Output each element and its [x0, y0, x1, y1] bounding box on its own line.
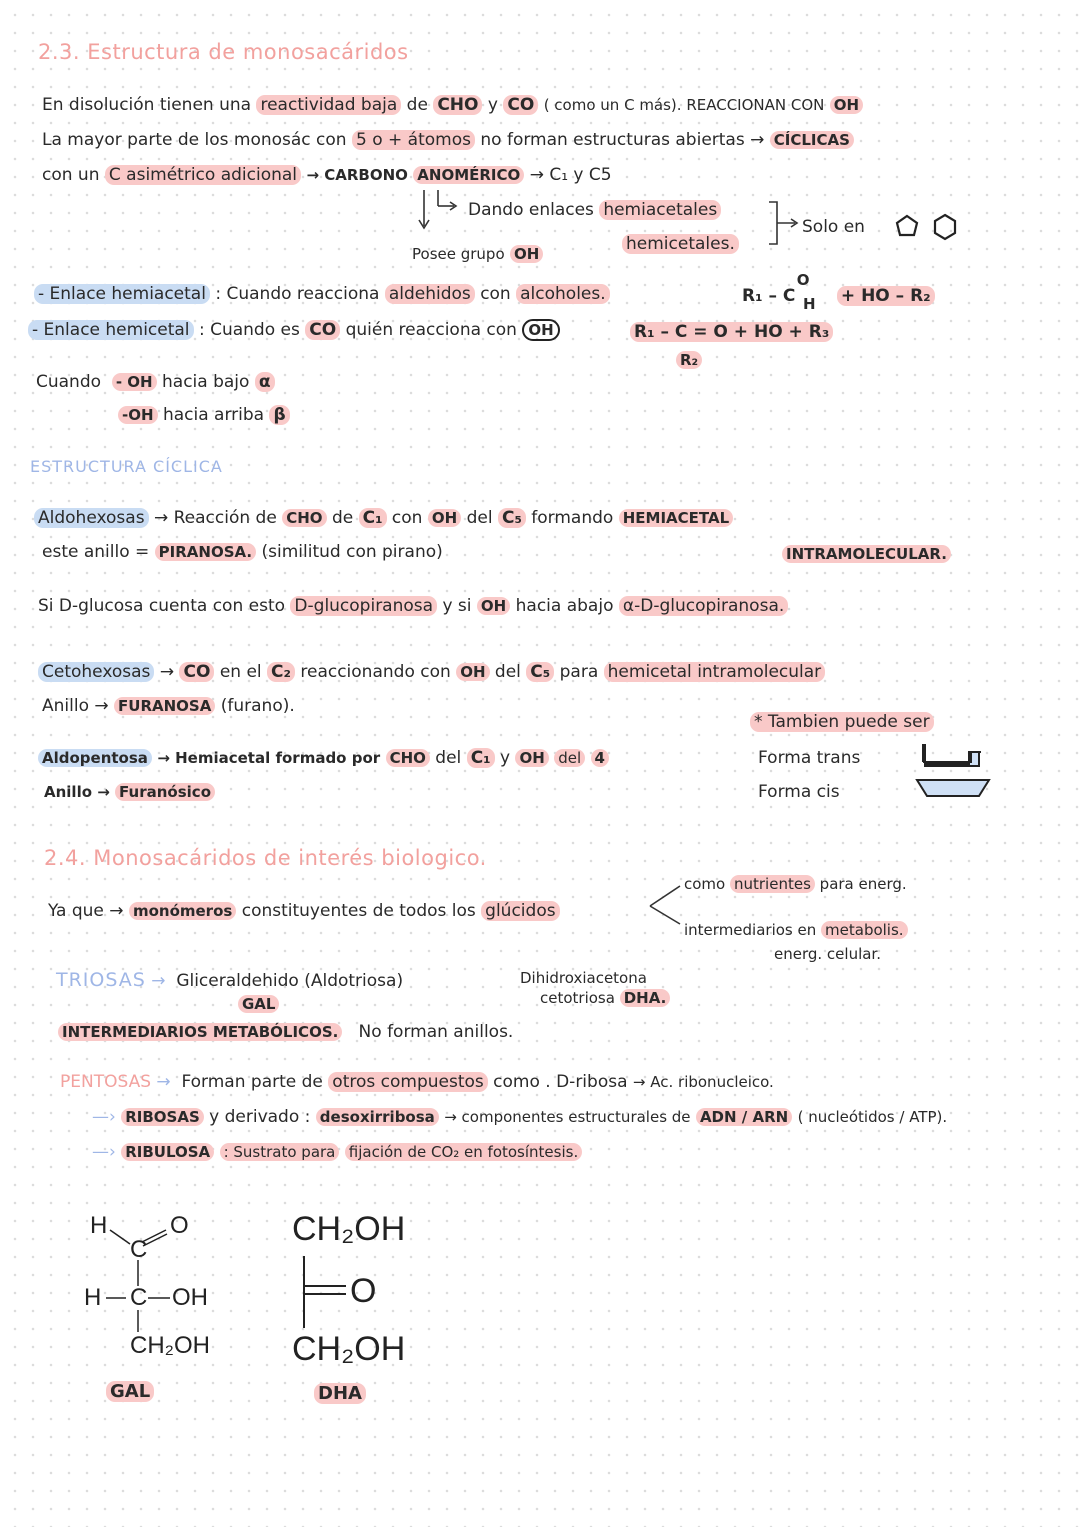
section-title-ciclica: ESTRUCTURA CÍCLICA [30, 457, 223, 476]
text-anillo-furanosico: Anillo → Furanósico [44, 780, 215, 804]
text-dihidroxiacetona: Dihidroxiacetona [520, 969, 647, 987]
text-intramolecular: INTRAMOLECULAR. [782, 542, 951, 566]
gal-atom-o: O [170, 1212, 189, 1239]
text-solo-en: Solo en [802, 217, 865, 237]
text-intermediarios: intermediarios en metabolis. [684, 918, 908, 942]
text-aldopentosa: Aldopentosa → Hemiacetal formado por CHO del C₁ y OH del 4 [38, 746, 609, 770]
dha-top-ch2oh: CH₂OH [292, 1210, 406, 1248]
text-tambien: * Tambien puede ser [750, 710, 934, 734]
text-ribulosa: —› RIBULOSA : Sustrato para fijación de CO₂ en fotosíntesis. [92, 1140, 582, 1164]
gal-atom-h: H [84, 1284, 102, 1311]
formula-r2: R₂ [676, 348, 702, 372]
text-forma-trans: Forma trans [758, 748, 861, 768]
text-cuando-alpha: Cuando - OH hacia bajo α [36, 370, 275, 394]
text-energ-celular: energ. celular. [774, 945, 881, 963]
gal-atom-h-top: H [90, 1212, 108, 1239]
gal-label: GAL [106, 1380, 154, 1404]
text-pentosas: PENTOSAS → Forman parte de otros compuestos como . D-ribosa → Ac. ribonucleico. [60, 1072, 774, 1092]
text-gal-tag: GAL [238, 992, 279, 1016]
text-intermediarios-metabolicos: INTERMEDIARIOS METABÓLICOS. No forman anillos. [58, 1020, 513, 1044]
formula-hemicetal: R₁ – C = O + HO + R₃ [630, 320, 833, 344]
text-cuando-beta: -OH hacia arriba β [118, 403, 290, 427]
dha-structure-bonds [296, 1252, 356, 1332]
gal-atom-c1: C [130, 1236, 148, 1263]
text-enlace-hemicetal: - Enlace hemicetal : Cuando es CO quién reacciona con OH [28, 318, 560, 342]
text-dando-enlaces: Dando enlaces hemiacetales [468, 198, 721, 222]
text-forma-cis: Forma cis [758, 782, 840, 802]
gal-atom-ch2oh: CH₂OH [130, 1332, 210, 1359]
gal-atom-c2: C [130, 1284, 148, 1311]
text-line-asimetrico: con un C asimétrico adicional → CARBONO ANOMÉRICO → C₁ y C5 [42, 165, 612, 185]
formula-hemiacetal: R₁ – C O H + HO – R₂ [742, 284, 935, 308]
text-ribosas: —› RIBOSAS y derivado : desoxirribosa → componentes estructurales de ADN / ARN ( nucleótidos / ATP). [92, 1107, 948, 1127]
text-glucosa: Si D-glucosa cuenta con esto D-glucopiranosa y si OH hacia abajo α-D-glucopiranosa. [38, 594, 788, 618]
dha-atom-o: O [350, 1272, 377, 1310]
section-title-2-4: 2.4. Monosacáridos de interés biologico. [44, 846, 487, 870]
text-line-disolucion: En disolución tienen una reactividad baja de CHO y CO ( como un C más). REACCIONAN CON OH [42, 93, 863, 117]
text-line-mayor-parte: La mayor parte de los monosác con 5 o + átomos no forman estructuras abiertas → CÍCLICAS [42, 128, 854, 152]
fork-arrows-icon [646, 880, 686, 930]
text-cetotriosa: cetotriosa DHA. [540, 986, 670, 1010]
section-title-2-3: 2.3. Estructura de monosacáridos [38, 40, 409, 64]
dha-label: DHA [314, 1382, 366, 1406]
text-ya-que: Ya que → monómeros constituyentes de todos los glúcidos [48, 899, 560, 923]
text-aldohexosas: Aldohexosas → Reacción de CHO de C₁ con OH del C₅ formando HEMIACETAL [34, 506, 733, 530]
ring-shapes-icon [895, 212, 965, 242]
text-enlace-hemiacetal: - Enlace hemiacetal : Cuando reacciona aldehidos con alcoholes. [34, 282, 610, 306]
brace-icon [765, 200, 805, 250]
text-anillo-piranosa: este anillo = PIRANOSA. (similitud con pirano) [42, 542, 443, 562]
text-cetohexosas: Cetohexosas → CO en el C₂ reaccionando con OH del C₅ para hemicetal intramolecular [38, 660, 825, 684]
dha-bottom-ch2oh: CH₂OH [292, 1330, 406, 1368]
conformation-shapes-icon [915, 738, 995, 802]
text-triosas: TRIOSAS → Gliceraldehido (Aldotriosa) [56, 969, 404, 991]
text-anillo-furanosa: Anillo → FURANOSA (furano). [42, 696, 295, 716]
text-como-nutrientes: como nutrientes para energ. [684, 875, 907, 893]
gal-atom-oh: OH [172, 1284, 208, 1311]
text-posee-grupo: Posee grupo OH [412, 242, 543, 266]
text-hemicetales: hemicetales. [622, 232, 739, 256]
